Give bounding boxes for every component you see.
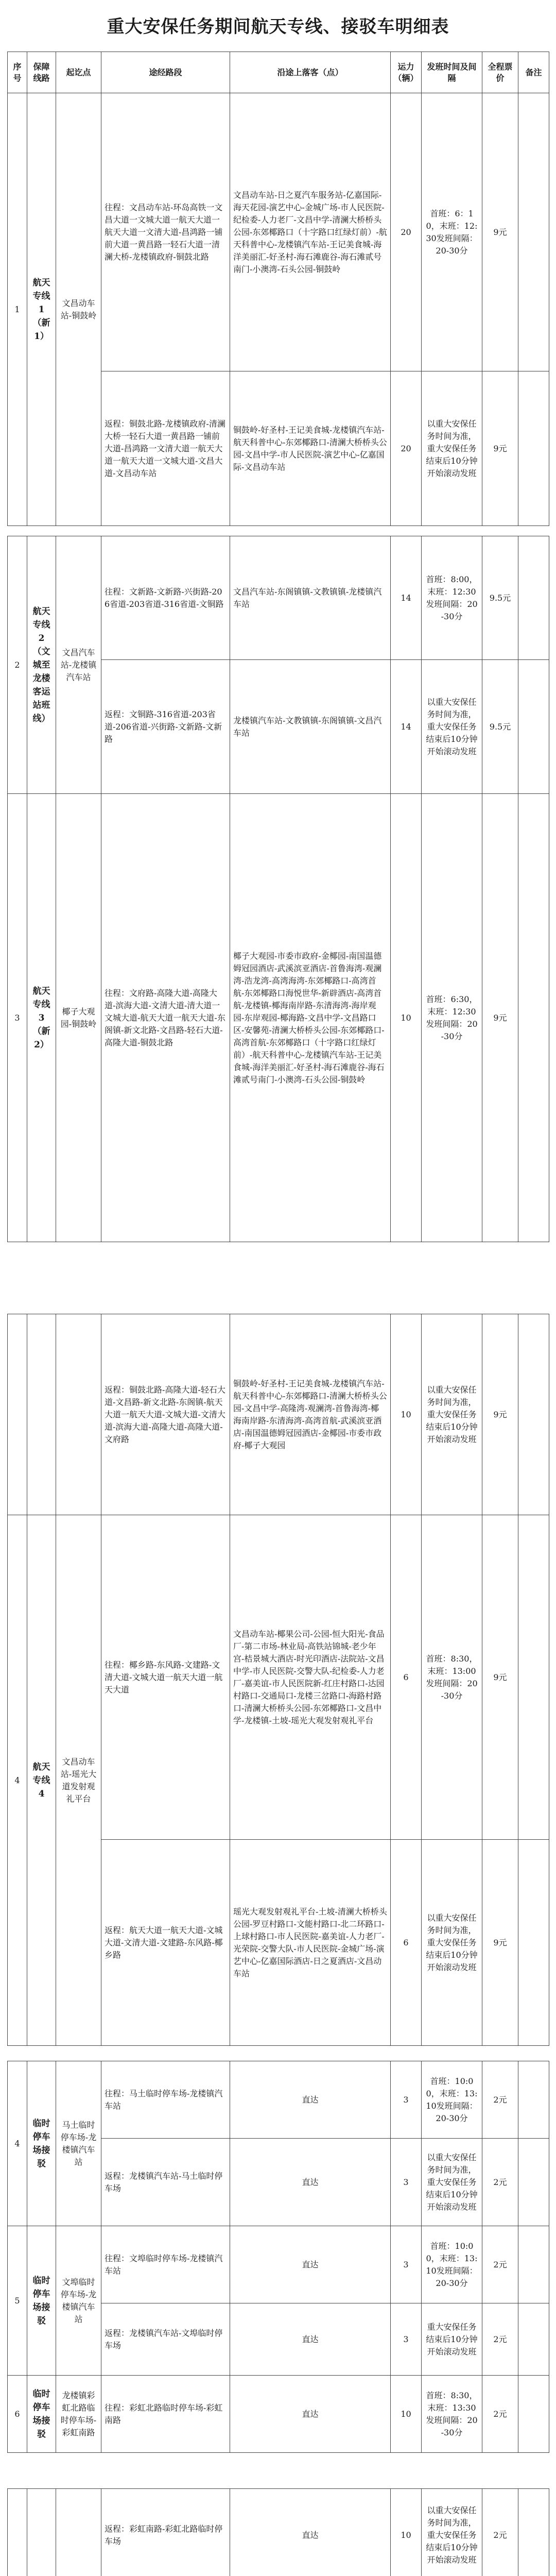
vehicle-count: 3: [391, 2303, 422, 2376]
fare: 2元: [482, 2226, 518, 2303]
remark: [518, 2303, 549, 2376]
col-header: 全程票价: [482, 52, 518, 93]
table-block-4: [7, 2061, 549, 2453]
vehicle-count: 6: [391, 1515, 422, 1840]
endpoints: 文昌动车站-铜鼓岭: [56, 93, 101, 526]
route: 往程：彩虹北路临时停车场-彩虹南路: [101, 2376, 230, 2453]
line-name: 临时停车场接驳: [27, 2376, 56, 2453]
row-number: 2: [8, 536, 27, 794]
fare: 9元: [482, 1840, 518, 2046]
row-number: [8, 1314, 27, 1515]
line-name: 航天专线1（新1）: [27, 93, 56, 526]
schedule: 首班：10:00，末班：13:10发班间隔：20-30分: [422, 2061, 482, 2139]
table-row: [8, 1515, 549, 1840]
line-name: 临时停车场接驳: [27, 2226, 56, 2376]
stops: 直达: [230, 2139, 391, 2226]
schedule: 首班：10:00，末班：13:10发班间隔：20-30分: [422, 2226, 482, 2303]
vehicle-count: 10: [391, 1314, 422, 1515]
line-name: 航天专线2（文城至龙楼客运站班线）: [27, 536, 56, 794]
remark: [518, 93, 549, 371]
row-number: 5: [8, 2226, 27, 2376]
route: 返程：彩虹南路-彩虹北路临时停车场: [101, 2489, 230, 2576]
table-block-3: [7, 1314, 549, 2046]
stops: 直达: [230, 2226, 391, 2303]
endpoints: 文埠临时停车场-龙楼镇汽车站: [56, 2226, 101, 2376]
table-row: [8, 794, 549, 1242]
stops: 文昌动车站-椰果公司-公园-恒大阳光-食品厂-第二市场-林业局-高铁站锦城-老少年宫-桔景城大酒店-时光印酒店-法院站-文昌中学-市人民医院-交警大队-纪检委-人力老厂-嘉美谊-市人民医院新-红庄村路口-达园村路口-交通局口-龙楼三岔路口-海路村路口-清澜大桥桥头公园-东郊椰路口-文昌中学-龙楼镇-土坡-瑶光大观发射观礼平台: [230, 1515, 391, 1840]
schedule: 首班：6：10，末班：12:30发班间隔：20-30分: [422, 93, 482, 371]
fare: 2元: [482, 2376, 518, 2453]
endpoints: [56, 2489, 101, 2576]
endpoints: 马土临时停车场-龙楼镇汽车站: [56, 2061, 101, 2226]
remark: [518, 2489, 549, 2576]
fare: 9元: [482, 1314, 518, 1515]
stops: 铜鼓岭-好圣村-王记美食城-龙楼镇汽车站-航天科普中心-东郊椰路口-清澜大桥桥头公园-文昌中学-市人民医院-演艺中心-亿嘉国际-文昌动车站: [230, 371, 391, 526]
remark: [518, 660, 549, 794]
route: 往程：马土临时停车场-龙楼镇汽车站: [101, 2061, 230, 2139]
vehicle-count: 6: [391, 1840, 422, 2046]
fare: 2元: [482, 2061, 518, 2139]
route: 往程：文府路-高隆大道-高隆大道-滨海大道-文清大道-清大道一文城大道-航天大道一航天大道-东阁镇-新文北路-文昌路-轻石大道-高隆大道-铜鼓北路: [101, 794, 230, 1242]
endpoints: 椰子大观园-铜鼓岭: [56, 794, 101, 1242]
fare: 2元: [482, 2303, 518, 2376]
col-header: 备注: [518, 52, 549, 93]
remark: [518, 2376, 549, 2453]
fare: 9元: [482, 371, 518, 526]
endpoints: [56, 1314, 101, 1515]
line-name: 航天专线4: [27, 1515, 56, 2046]
fare: 9元: [482, 93, 518, 371]
line-name: 临时停车场接驳: [27, 2061, 56, 2226]
row-number: 4: [8, 1515, 27, 2046]
remark: [518, 1314, 549, 1515]
table-block-5: [7, 2488, 549, 2576]
table-row: [8, 2376, 549, 2453]
remark: [518, 2139, 549, 2226]
row-number: [8, 2489, 27, 2576]
route: 往程：文埠临时停车场-龙楼镇汽车站: [101, 2226, 230, 2303]
col-header: 起讫点: [56, 52, 101, 93]
col-header: 运力（辆）: [391, 52, 422, 93]
col-header: 途经路段: [101, 52, 230, 93]
table-header: [8, 52, 549, 93]
vehicle-count: 3: [391, 2226, 422, 2303]
route: 返程：龙楼镇汽车站-文埠临时停车场: [101, 2303, 230, 2376]
schedule: 以重大安保任务时间为准，重大安保任务结束后10分钟开始滚动发班: [422, 371, 482, 526]
col-header: 发班时间及间隔: [422, 52, 482, 93]
remark: [518, 794, 549, 1242]
route: 往程：文昌动车站-环岛高铁一文昌大道一文城大道一航天大道一航天大道一文清大道-昌鸿路一铺前大道一黄昌路一轻石大道一清澜大桥-龙楼镇政府-铜鼓北路: [101, 93, 230, 371]
table-row: [8, 2226, 549, 2303]
table-row: [8, 93, 549, 371]
line-name: [27, 1314, 56, 1515]
fare: 2元: [482, 2489, 518, 2576]
stops: 直达: [230, 2061, 391, 2139]
schedule: 以重大安保任务时间为准，重大安保任务结束后10分钟开始滚动发班: [422, 660, 482, 794]
vehicle-count: 10: [391, 2489, 422, 2576]
schedule: 以重大安保任务时间为准，重大安保任务结束后10分钟开始滚动发班: [422, 1314, 482, 1515]
row-number: 6: [8, 2376, 27, 2453]
stops: 文昌动车站-日之夏汽车服务站-亿嘉国际-海天花园-演艺中心-金城广场-市人民医院-纪检委-人力老厂-文昌中学-清澜大桥桥头公园-东郊椰路口（十字路口红绿灯前）-航天科普中心-龙楼镇汽车站-王记美食城-海洋美丽汇-好圣村-海石滩鹿谷-海石滩贰号南门-小澳湾-石头公园-铜鼓岭: [230, 93, 391, 371]
route: 返程：龙楼镇汽车站-马土临时停车场: [101, 2139, 230, 2226]
route: 往程：文新路-文新路-兴街路-206省道-203省道-316省道-文铜路: [101, 536, 230, 660]
fare: 9.5元: [482, 536, 518, 660]
remark: [518, 1840, 549, 2046]
schedule: 首班：8:00，末班：12:30发班间隔：20-30分: [422, 536, 482, 660]
schedule: 首班：6:30，末班：12:30发班间隔：20-30分: [422, 794, 482, 1242]
fare: 2元: [482, 2139, 518, 2226]
remark: [518, 1515, 549, 1840]
route: 返程：铜鼓北路-高隆大道-轻石大道-文昌路-新文北路-东阁镇-航天大道一航天大道-文城大道-文清大道-滨海大道-高隆大道-高隆大道-文府路: [101, 1314, 230, 1515]
vehicle-count: 3: [391, 2061, 422, 2139]
stops: 文昌汽车站-东阁镇镇-文教镇镇-龙楼镇汽车站: [230, 536, 391, 660]
row-number: 3: [8, 794, 27, 1242]
vehicle-count: 10: [391, 794, 422, 1242]
stops: 龙楼镇汽车站-文教镇镇-东阁镇镇-文昌汽车站: [230, 660, 391, 794]
col-header: 沿途上落客（点）: [230, 52, 391, 93]
table-row: [8, 2061, 549, 2139]
schedule: 以重大安保任务时间为准，重大安保任务结束后10分钟开始滚动发班: [422, 1840, 482, 2046]
stops: 椰子大观园-市委市政府-金椰园-南国温德姆冠园酒店-武溪滨亚酒店-首鲁海湾-观澜湾-浩龙湾-高湾海湾-东郊椰路口-高湾首航-东郊椰路口海悦世华-新辟酒店-高湾首航-龙楼镇-椰海南岸路-东清海湾-海岸观园-东岸观园-椰海路-文昌中学-文昌路口区-安馨苑-清澜大桥桥头公园-东郊椰路口-高湾首航-东郊椰路口（十字路口红绿灯前）-航天科普中心-龙楼镇汽车站-王记美食城-海洋美丽汇-好圣村-海石滩鹿谷-海石滩贰号南门-小澳湾-石头公园-铜鼓岭: [230, 794, 391, 1242]
line-name: 航天专线3（新2）: [27, 794, 56, 1242]
endpoints: 龙楼镇彩虹北路临时停车场-彩虹南路: [56, 2376, 101, 2453]
schedule: 以重大安保任务时间为准，重大安保任务结束后10分钟开始滚动发班: [422, 2139, 482, 2226]
table-row: [8, 1314, 549, 1515]
remark: [518, 371, 549, 526]
schedule: 首班：8:30，末班：13:30发班间隔：20-30分: [422, 2376, 482, 2453]
route: 返程：航天大道一航天大道-文城大道-文清大道-文建路-东风路-椰乡路: [101, 1840, 230, 2046]
route: 往程：椰乡路-东风路-文建路-文清大道-文城大道一航天大道一航天大道: [101, 1515, 230, 1840]
remark: [518, 2061, 549, 2139]
fare: 9元: [482, 1515, 518, 1840]
remark: [518, 2226, 549, 2303]
vehicle-count: 20: [391, 371, 422, 526]
stops: 直达: [230, 2303, 391, 2376]
table-block-2: [7, 536, 549, 1242]
table-block-1: [7, 52, 549, 526]
table-row: [8, 536, 549, 660]
vehicle-count: 20: [391, 93, 422, 371]
route: 返程：铜鼓北路-龙楼镇政府-清澜大桥一轻石大道一黄昌路一铺前大道-昌鸿路一文清大道一航天大道一航天大道一文城大道-文昌大道-文昌动车站: [101, 371, 230, 526]
endpoints: 文昌动车站-瑶光大道发射观礼平台: [56, 1515, 101, 2046]
stops: 直达: [230, 2489, 391, 2576]
vehicle-count: 14: [391, 660, 422, 794]
line-name: [27, 2489, 56, 2576]
vehicle-count: 10: [391, 2376, 422, 2453]
col-header: 序号: [8, 52, 27, 93]
vehicle-count: 14: [391, 536, 422, 660]
table-row: [8, 2489, 549, 2576]
col-header: 保障线路: [27, 52, 56, 93]
endpoints: 文昌汽车站-龙楼镇汽车站: [56, 536, 101, 794]
route: 返程：文铜路-316省道-203省道-206省道-兴街路-文新路-文新路: [101, 660, 230, 794]
page-title: 重大安保任务期间航天专线、接驳车明细表: [107, 16, 449, 37]
schedule: 以重大安保任务时间为准，重大安保任务结束后10分钟开始滚动发班: [422, 2489, 482, 2576]
fare: 9元: [482, 794, 518, 1242]
stops: 铜鼓岭-好圣村-王记美食城-龙楼镇汽车站-航天科普中心-东郊椰路口-清澜大桥桥头公园-文昌中学-高隆湾-观澜湾-首鲁海湾-椰海南岸路-东清海湾-高湾首航-武溪滨亚酒店-南国温德姆冠园酒店-金椰园-市委市政府-椰子大观园: [230, 1314, 391, 1515]
schedule: 重大安保任务结束后10分钟开始滚动发班: [422, 2303, 482, 2376]
stops: 直达: [230, 2376, 391, 2453]
stops: 瑶光大观发射观礼平台-土坡-清澜大桥桥头公园-罗豆村路口-文能村路口-北二环路口-上球村路口-市人民医院-嘉美谊-人力老厂-光荣院-交警大队-市人民医院-金城广场-演艺中心-亿嘉国际酒店-日之夏酒店-文昌动车站: [230, 1840, 391, 2046]
schedule: 首班：8:30，末班：13:00发班间隔：20-30分: [422, 1515, 482, 1840]
row-number: 1: [8, 93, 27, 526]
row-number: 4: [8, 2061, 27, 2226]
remark: [518, 536, 549, 660]
vehicle-count: 3: [391, 2139, 422, 2226]
fare: 9.5元: [482, 660, 518, 794]
